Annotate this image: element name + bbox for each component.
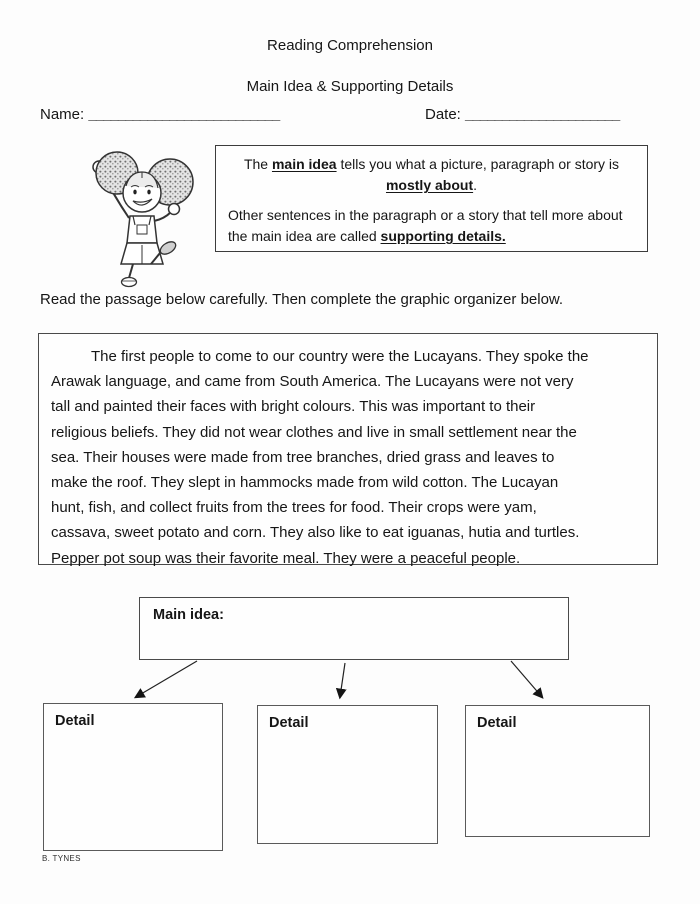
detail-box-3[interactable] <box>465 705 650 837</box>
supporting-details-term: supporting details. <box>380 228 506 244</box>
main-idea-label: Main idea: <box>153 607 224 623</box>
name-label: Name: <box>40 106 85 123</box>
passage-line: cassava, sweet potato and corn. They also like to eat iguanas, hutia and turtles. <box>51 524 580 542</box>
detail-label: Detail <box>55 713 95 729</box>
main-idea-box[interactable] <box>139 597 569 660</box>
passage-line: tall and painted their faces with bright colours. This was important to their <box>51 398 536 416</box>
passage-box <box>38 333 658 565</box>
definition-line-3: Other sentences in the paragraph or a story that tell more about the main idea are called supporting details. <box>228 207 623 244</box>
definition-line-2: mostly about. <box>385 177 477 193</box>
name-blank[interactable]: __________________________ <box>88 106 280 123</box>
passage-line: Pepper pot soup was their favorite meal. They were a peaceful people. <box>51 549 521 567</box>
main-idea-term: main idea <box>271 156 337 172</box>
arrow-to-detail-1 <box>136 661 197 697</box>
detail-label: Detail <box>477 715 517 731</box>
passage-line: make the roof. They slept in hammocks made from wild cotton. The Lucayan <box>51 474 559 492</box>
arrow-to-detail-2 <box>340 663 345 697</box>
page-subtitle: Main Idea & Supporting Details <box>246 78 454 95</box>
passage-line: sea. Their houses were made from tree branches, dried grass and leaves to <box>51 448 555 466</box>
date-blank[interactable]: _____________________ <box>465 106 620 123</box>
mostly-about-term: mostly about <box>385 177 474 193</box>
detail-box-1[interactable] <box>43 703 223 851</box>
definition-box <box>215 145 648 252</box>
detail-label: Detail <box>269 715 309 731</box>
page-title: Reading Comprehension <box>267 37 433 54</box>
date-label: Date: <box>425 106 461 123</box>
arrow-to-detail-3 <box>511 661 542 697</box>
date-field <box>425 106 619 123</box>
definition-line-1: The main idea tells you what a picture, paragraph or story is <box>243 156 620 172</box>
passage-line: Arawak language, and came from South America. The Lucayans were not very <box>51 373 574 391</box>
jumping-girl-clipart <box>84 140 206 290</box>
detail-box-2[interactable] <box>257 705 438 844</box>
name-field <box>40 106 279 123</box>
instruction-text: Read the passage below carefully. Then complete the graphic organizer below. <box>40 291 564 308</box>
passage-line: religious beliefs. They did not wear clothes and live in small settlement near the <box>51 423 577 441</box>
passage-line: The first people to come to our country were the Lucayans. They spoke the <box>91 348 589 365</box>
author-credit: B. TYNES <box>42 854 81 863</box>
passage-line: hunt, fish, and collect fruits from the trees for food. Their crops were yam, <box>51 499 537 517</box>
